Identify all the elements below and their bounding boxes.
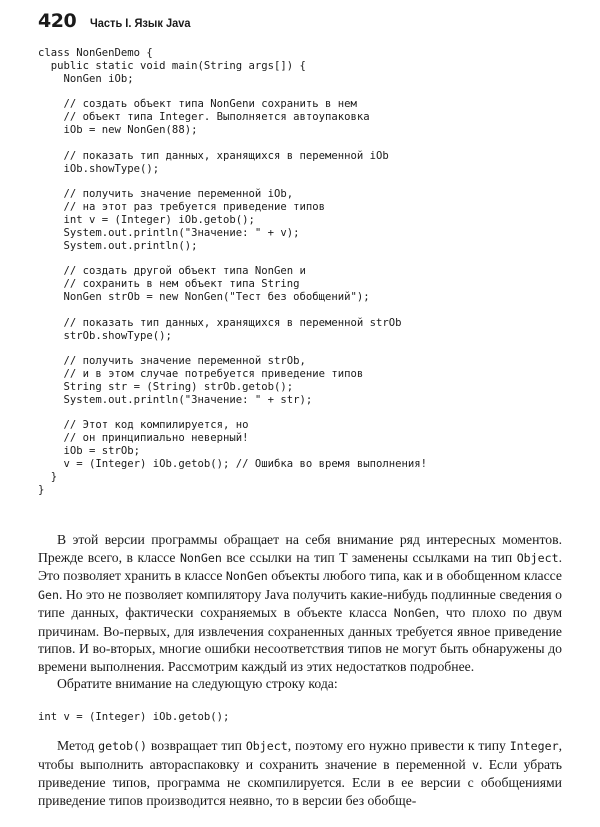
- page-number: 420: [38, 10, 77, 32]
- code-line: System.out.println("Значение: " + v);: [38, 226, 300, 239]
- code-line: iOb.showType();: [38, 162, 160, 175]
- code-line: // получить значение переменной strOb,: [38, 355, 306, 368]
- body-text-continued: [38, 737, 562, 809]
- code-line: v = (Integer) iOb.getob(); // Ошибка во время выполнения!: [38, 458, 428, 470]
- inline-code: getob(): [98, 739, 147, 753]
- text-run: все ссылки на тип T заменены ссылками на тип: [221, 549, 517, 565]
- code-line: System.out.println();: [38, 239, 198, 252]
- inline-code: NonGen: [179, 550, 222, 565]
- code-snippet: int v = (Integer) iOb.getob();: [38, 711, 230, 723]
- code-line: public static void main(String args[]) {: [38, 59, 306, 72]
- paragraph-note: Обратите внимание на следующую строку кода:: [57, 676, 338, 691]
- code-line: // он принципиально неверный!: [38, 432, 249, 445]
- code-line: // получить значение переменной iOb,: [38, 188, 294, 201]
- text-run: Метод: [57, 738, 99, 753]
- code-line: String str = (String) strOb.getob();: [38, 380, 294, 393]
- text-run: В этой версии программы обращает на себя внимание ряд интересных моментов. Прежде всего, в классе: [38, 532, 562, 565]
- code-line: [38, 407, 427, 420]
- code-line: // показать тип данных, хранящихся в переменной strOb: [38, 316, 402, 329]
- code-line: // создать другой объект типа NonGen и: [38, 265, 306, 278]
- code-line: }: [38, 470, 58, 483]
- inline-code: Integer: [509, 739, 559, 753]
- inline-code: Object: [245, 739, 288, 753]
- code-line: System.out.println("Значение: " + str);: [38, 393, 313, 406]
- code-line: // сохранить в нем объект типа String: [38, 278, 300, 291]
- code-line: [38, 175, 427, 188]
- code-line: [38, 342, 427, 355]
- code-line: }: [38, 483, 45, 496]
- text-run: возвращает тип: [147, 738, 246, 753]
- code-listing: [38, 47, 427, 497]
- text-run: , чтобы выполнить автораспаковку и сохранить значение в переменной: [38, 738, 562, 772]
- code-line: // на этот раз требуется приведение типов: [38, 201, 326, 214]
- running-title: Часть I. Язык Java: [90, 16, 191, 30]
- inline-code: Object: [516, 550, 559, 565]
- code-line: strOb.showType();: [38, 329, 172, 342]
- code-line: [38, 253, 427, 266]
- paragraph-getob: [38, 737, 562, 809]
- code-line: NonGen iOb;: [38, 72, 134, 85]
- code-line: // объект типа Integer. Выполняется автоупаковка: [38, 111, 370, 124]
- code-line: class NonGenDemo {: [38, 47, 153, 59]
- text-run: . Но это не позволяет компилятору Java получить какие-нибудь подлинные сведения о типе данных, фактически сохраняемых в объекте класса: [38, 586, 562, 620]
- text-run: , что плохо по двум причинам. Во-первых, для извлечения сохраненных данных требуется явное приведение типов. И во-вторых, многие ошибки несоответствия типов не могут быть обнаружены до времени выполнения. Рассмотрим каждый из этих недостатков подробнее.: [38, 605, 562, 674]
- inline-code: v: [472, 757, 479, 772]
- text-run: . Если убрать приведение типов, программа не скомпилируется. Если в ее версии с обобщениями приведение типов производится неявно, то в версии без обобще-: [38, 756, 562, 808]
- code-line: int v = (Integer) iOb.getob();: [38, 213, 255, 226]
- code-line: iOb = strOb;: [38, 445, 141, 458]
- inline-code: NonGen: [225, 569, 268, 583]
- code-line: // показать тип данных, хранящихся в переменной iOb: [38, 149, 389, 162]
- code-line: NonGen strOb = new NonGen("Тест без обобщений");: [38, 291, 370, 304]
- page-header: [38, 10, 570, 32]
- code-line: // и в этом случае потребуется приведение типов: [38, 368, 364, 381]
- text-run: . Это позволяет хранить в классе: [38, 549, 562, 583]
- code-line: [38, 304, 427, 317]
- code-line: [38, 137, 427, 150]
- code-line: [38, 86, 427, 99]
- code-line: // создать объект типа NonGenи сохранить в нем: [38, 98, 357, 111]
- text-run: объекты любого типа, как и в обобщенном классе: [267, 568, 562, 583]
- paragraph-analysis: [38, 531, 562, 675]
- inline-code: NonGen: [393, 606, 436, 620]
- code-line: iOb = new NonGen(88);: [38, 124, 198, 137]
- text-run: , поэтому его нужно привести к типу: [287, 738, 510, 753]
- body-text: [38, 531, 562, 693]
- code-line: // Этот код компилируется, но: [38, 419, 249, 432]
- inline-code: Gen: [38, 587, 59, 602]
